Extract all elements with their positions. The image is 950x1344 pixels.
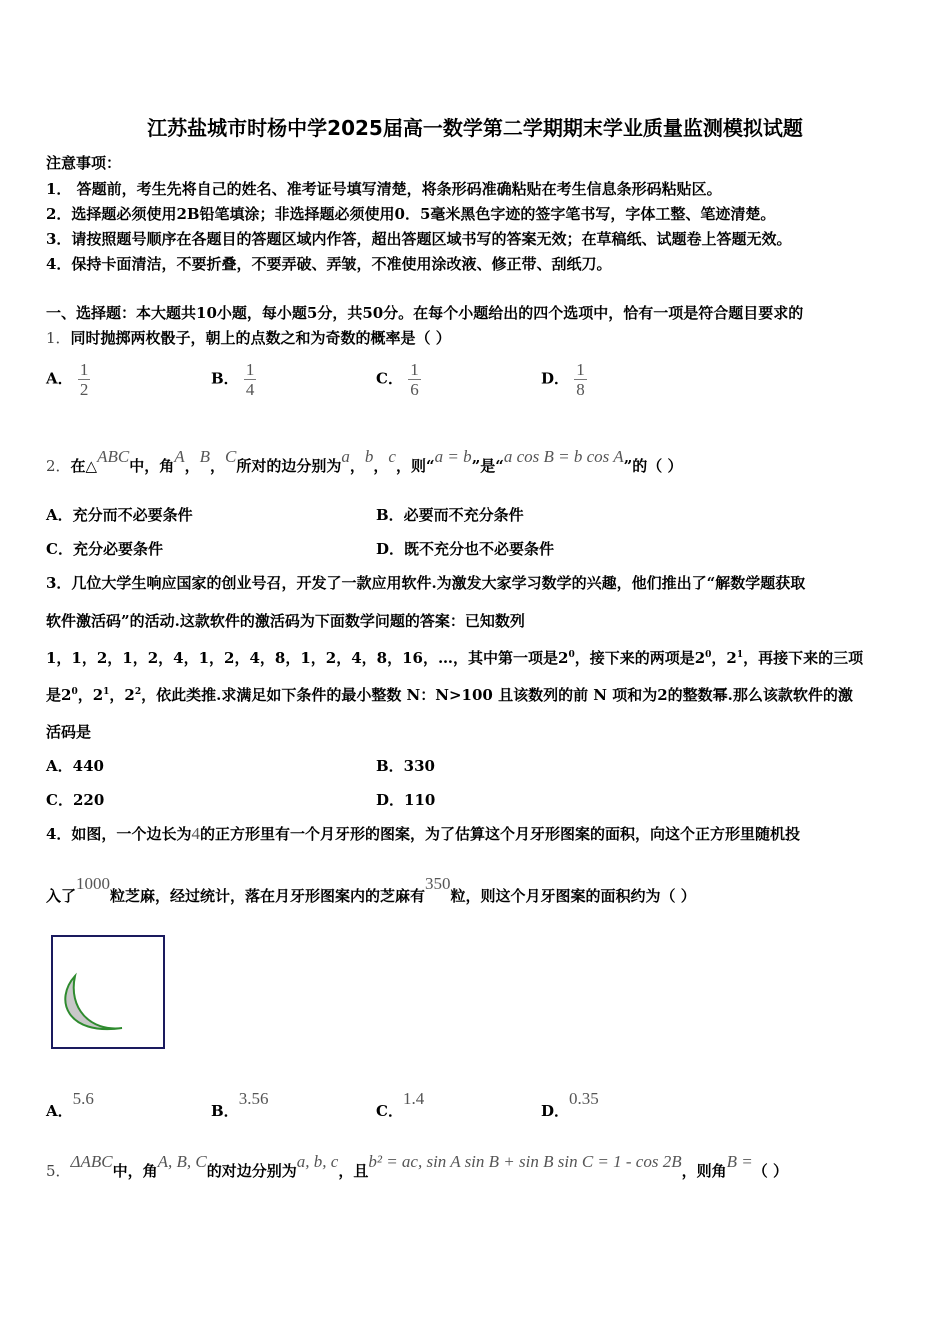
q3-option-d[interactable]: D．110 xyxy=(376,791,436,809)
question-2: 2．在△ABC中，角A，B，C所对的边分别为a，b，c，则“a = b”是“a cos B = b cos A”的（ ） xyxy=(46,447,683,475)
q2-option-a[interactable]: A．充分而不必要条件 xyxy=(46,506,193,524)
section-heading: 一、选择题：本大题共10小题，每小题5分，共50分。在每个小题给出的四个选项中，恰有一项是符合题目要求的 xyxy=(46,304,804,322)
fraction: $\frac{1}{2}$ xyxy=(79,360,89,399)
question-3-line: 3．几位大学生响应国家的创业号召，开发了一款应用软件.为激发大家学习数学的兴趣，他们推出了“解数学题获取 xyxy=(46,574,806,592)
notice-item: 4．保持卡面清洁，不要折叠，不要弄破、弄皱，不准使用涂改液、修正带、刮纸刀。 xyxy=(46,255,612,273)
question-4-line: 入了1000粒芝麻，经过统计，落在月牙形图案内的芝麻有350粒，则这个月牙图案的面积约为（ ） xyxy=(46,874,696,905)
fraction: $\frac{1}{6}$ xyxy=(410,360,419,399)
option-label: A． xyxy=(46,369,73,388)
q2-option-b[interactable]: B．必要而不充分条件 xyxy=(376,506,524,524)
question-4-line: 4．如图，一个边长为4的正方形里有一个月牙形的图案，为了估算这个月牙形图案的面积，向这个正方形里随机投 xyxy=(46,824,800,843)
option-label: C． xyxy=(376,369,403,388)
fraction: $\frac{1}{8}$ xyxy=(576,360,585,399)
notice-heading: 注意事项： xyxy=(46,154,122,172)
q4-option-c[interactable]: C．1.4 xyxy=(376,1089,425,1120)
q4-option-a[interactable]: A．5.6 xyxy=(46,1089,94,1120)
question-3-line: 是$2^0$，$2^1$，$2^2$，依此类推.求满足如下条件的最小整数 N：N>100 且该数列的前 N 项和为2的整数幂.那么该款软件的激 xyxy=(46,686,853,704)
moon-figure xyxy=(50,934,168,1052)
question-5: 5．ΔABC中，角A, B, C的对边分别为a, b, c，且b² = ac, sin A sin B + sin B sin C = 1 - cos 2B，则角B =（ ） xyxy=(46,1152,788,1180)
fraction: $\frac{1}{4}$ xyxy=(245,360,255,399)
q1-option-d[interactable] xyxy=(541,360,587,399)
q2-option-c[interactable]: C．充分必要条件 xyxy=(46,540,163,558)
option-label: B． xyxy=(211,369,239,388)
q3-option-a[interactable]: A．440 xyxy=(46,757,104,775)
question-text: 同时抛掷两枚骰子，朝上的点数之和为奇数的概率是（ ） xyxy=(70,329,451,347)
page-title: 江苏盐城市时杨中学2025届高一数学第二学期期末学业质量监测模拟试题 xyxy=(147,116,803,140)
question-1 xyxy=(46,327,451,348)
question-number: 1． xyxy=(46,329,71,347)
question-3-line: 活码是 xyxy=(46,723,92,741)
notice-item: 2．选择题必须使用2B铅笔填涂；非选择题必须使用0．5毫米黑色字迹的签字笔书写，字体工整、笔迹清楚。 xyxy=(46,205,776,223)
q1-option-b[interactable] xyxy=(211,360,256,399)
question-3-line: 软件激活码”的活动.这款软件的激活码为下面数学问题的答案：已知数列 xyxy=(46,612,525,630)
q1-option-c[interactable] xyxy=(376,360,421,399)
q4-option-d[interactable]: D．0.35 xyxy=(541,1089,599,1120)
option-label: D． xyxy=(541,369,570,388)
q2-option-d[interactable]: D．既不充分也不必要条件 xyxy=(376,540,555,558)
q3-option-c[interactable]: C．220 xyxy=(46,791,105,809)
q3-option-b[interactable]: B．330 xyxy=(376,757,435,775)
notice-item: 3．请按照题号顺序在各题目的答题区域内作答，超出答题区域书写的答案无效；在草稿纸、试题卷上答题无效。 xyxy=(46,230,792,248)
notice-item: 1． 答题前，考生先将自己的姓名、准考证号填写清楚，将条形码准确粘贴在考生信息条形码粘贴区。 xyxy=(46,180,722,198)
question-number: 2． xyxy=(46,457,71,475)
math: ABC xyxy=(97,447,130,466)
question-3-line: 1，1，2，1，2，4，1，2，4，8，1，2，4，8，16，…，其中第一项是$2^0$，接下来的两项是$2^0$，$2^1$，再接下来的三项 xyxy=(46,649,864,667)
q1-option-a[interactable] xyxy=(46,360,90,399)
q4-option-b[interactable]: B．3.56 xyxy=(211,1089,269,1120)
